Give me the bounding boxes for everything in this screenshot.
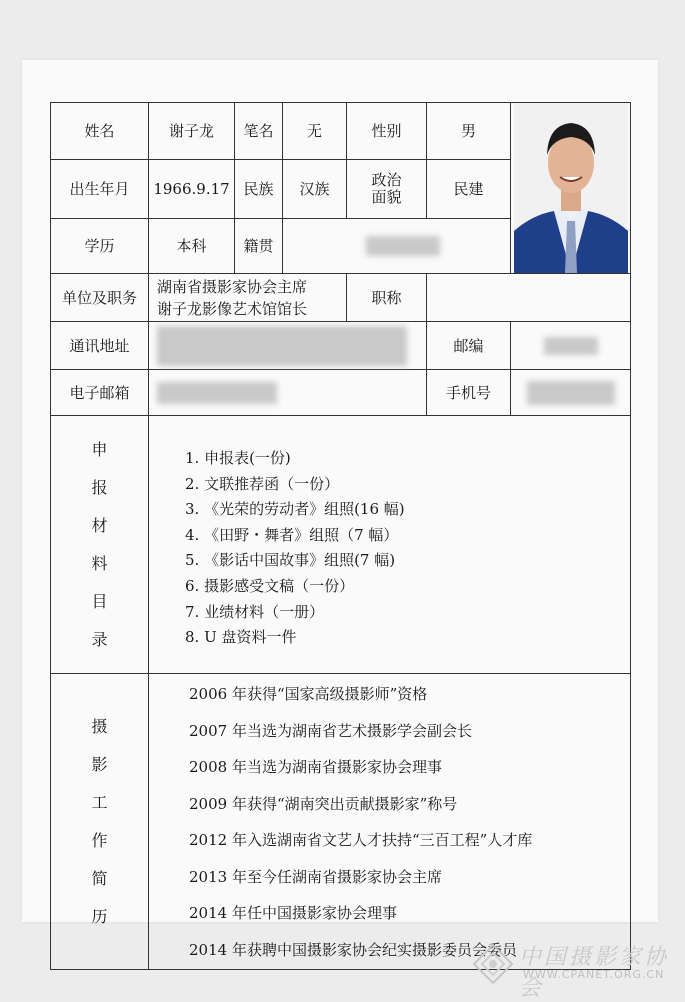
address-value bbox=[149, 322, 427, 370]
list-item: 7. 业绩材料（一册） bbox=[185, 602, 325, 621]
career-list bbox=[149, 676, 630, 968]
redacted-postcode bbox=[544, 337, 598, 355]
watermark-url: WWW.CPANET.ORG.CN bbox=[523, 968, 665, 981]
application-form bbox=[50, 102, 631, 970]
redacted-phone bbox=[527, 381, 615, 405]
education-value: 本科 bbox=[149, 218, 235, 273]
materials-label: 申报材料目录 bbox=[91, 439, 108, 649]
employer-line-1: 湖南省摄影家协会主席 bbox=[157, 277, 308, 296]
list-item: 4. 《田野・舞者》组照（7 幅） bbox=[185, 525, 399, 544]
list-item: 6. 摄影感受文稿（一份） bbox=[185, 576, 355, 595]
list-item: 2012 年入选湖南省文艺人才扶持“三百工程”人才库 bbox=[189, 831, 533, 849]
watermark-chinese: 中国摄影家协会 bbox=[519, 945, 670, 1001]
ethnicity-value: 汉族 bbox=[283, 160, 347, 219]
political-value: 民建 bbox=[427, 160, 511, 219]
list-item: 2014 年任中国摄影家协会理事 bbox=[189, 904, 397, 922]
title-label: 职称 bbox=[347, 274, 427, 322]
list-item: 3. 《光荣的劳动者》组照(16 幅) bbox=[185, 500, 405, 519]
email-value bbox=[149, 370, 427, 416]
career-label-cell bbox=[51, 674, 149, 970]
redacted-email bbox=[157, 382, 277, 404]
list-item: 2007 年当选为湖南省艺术摄影学会副会长 bbox=[189, 721, 472, 740]
hometown-label: 籍贯 bbox=[235, 218, 283, 273]
phone-value bbox=[511, 370, 631, 416]
address-label: 通讯地址 bbox=[51, 322, 149, 370]
list-item: 2. 文联推荐函（一份） bbox=[185, 474, 340, 493]
materials-cell bbox=[149, 416, 631, 674]
postcode-label: 邮编 bbox=[427, 322, 511, 370]
redacted-hometown bbox=[366, 236, 440, 256]
employer-line-2: 谢子龙影像艺术馆馆长 bbox=[157, 299, 308, 318]
birth-label: 出生年月 bbox=[51, 160, 149, 219]
phone-label: 手机号 bbox=[427, 370, 511, 416]
list-item: 2013 年至今任湖南省摄影家协会主席 bbox=[189, 867, 442, 886]
watermark bbox=[471, 938, 671, 1001]
birth-value: 1966.9.17 bbox=[149, 160, 235, 219]
list-item: 8. U 盘资料一件 bbox=[185, 628, 297, 647]
career-cell bbox=[149, 674, 631, 970]
career-label: 摄影工作简历 bbox=[91, 716, 108, 926]
name-label: 姓名 bbox=[51, 103, 149, 160]
pen-name-label: 笔名 bbox=[235, 103, 283, 160]
redacted-address bbox=[157, 326, 407, 366]
photo-cell bbox=[511, 103, 631, 274]
portrait-photo bbox=[514, 103, 628, 273]
list-item: 5. 《影话中国故事》组照(7 幅) bbox=[185, 551, 396, 570]
gender-value: 男 bbox=[427, 103, 511, 160]
list-item: 2006 年获得“国家高级摄影师”资格 bbox=[189, 685, 428, 703]
education-label: 学历 bbox=[51, 218, 149, 273]
materials-label-cell bbox=[51, 416, 149, 674]
title-value bbox=[427, 274, 631, 322]
pen-name-value: 无 bbox=[283, 103, 347, 160]
ethnicity-label: 民族 bbox=[235, 160, 283, 219]
employer-value bbox=[149, 274, 347, 322]
list-item: 1. 申报表(一份) bbox=[185, 449, 291, 467]
political-label: 政治面貌 bbox=[347, 160, 427, 219]
hometown-value bbox=[283, 218, 511, 273]
materials-list bbox=[149, 446, 630, 651]
employer-label: 单位及职务 bbox=[51, 274, 149, 322]
cpa-logo-icon bbox=[471, 942, 515, 986]
list-item: 2014 年获聘中国摄影家协会纪实摄影委员会委员 bbox=[189, 940, 517, 959]
email-label: 电子邮箱 bbox=[51, 370, 149, 416]
list-item: 2009 年获得“湖南突出贡献摄影家”称号 bbox=[189, 794, 458, 813]
name-value: 谢子龙 bbox=[149, 103, 235, 160]
list-item: 2008 年当选为湖南省摄影家协会理事 bbox=[189, 758, 442, 776]
gender-label: 性别 bbox=[347, 103, 427, 160]
postcode-value bbox=[511, 322, 631, 370]
